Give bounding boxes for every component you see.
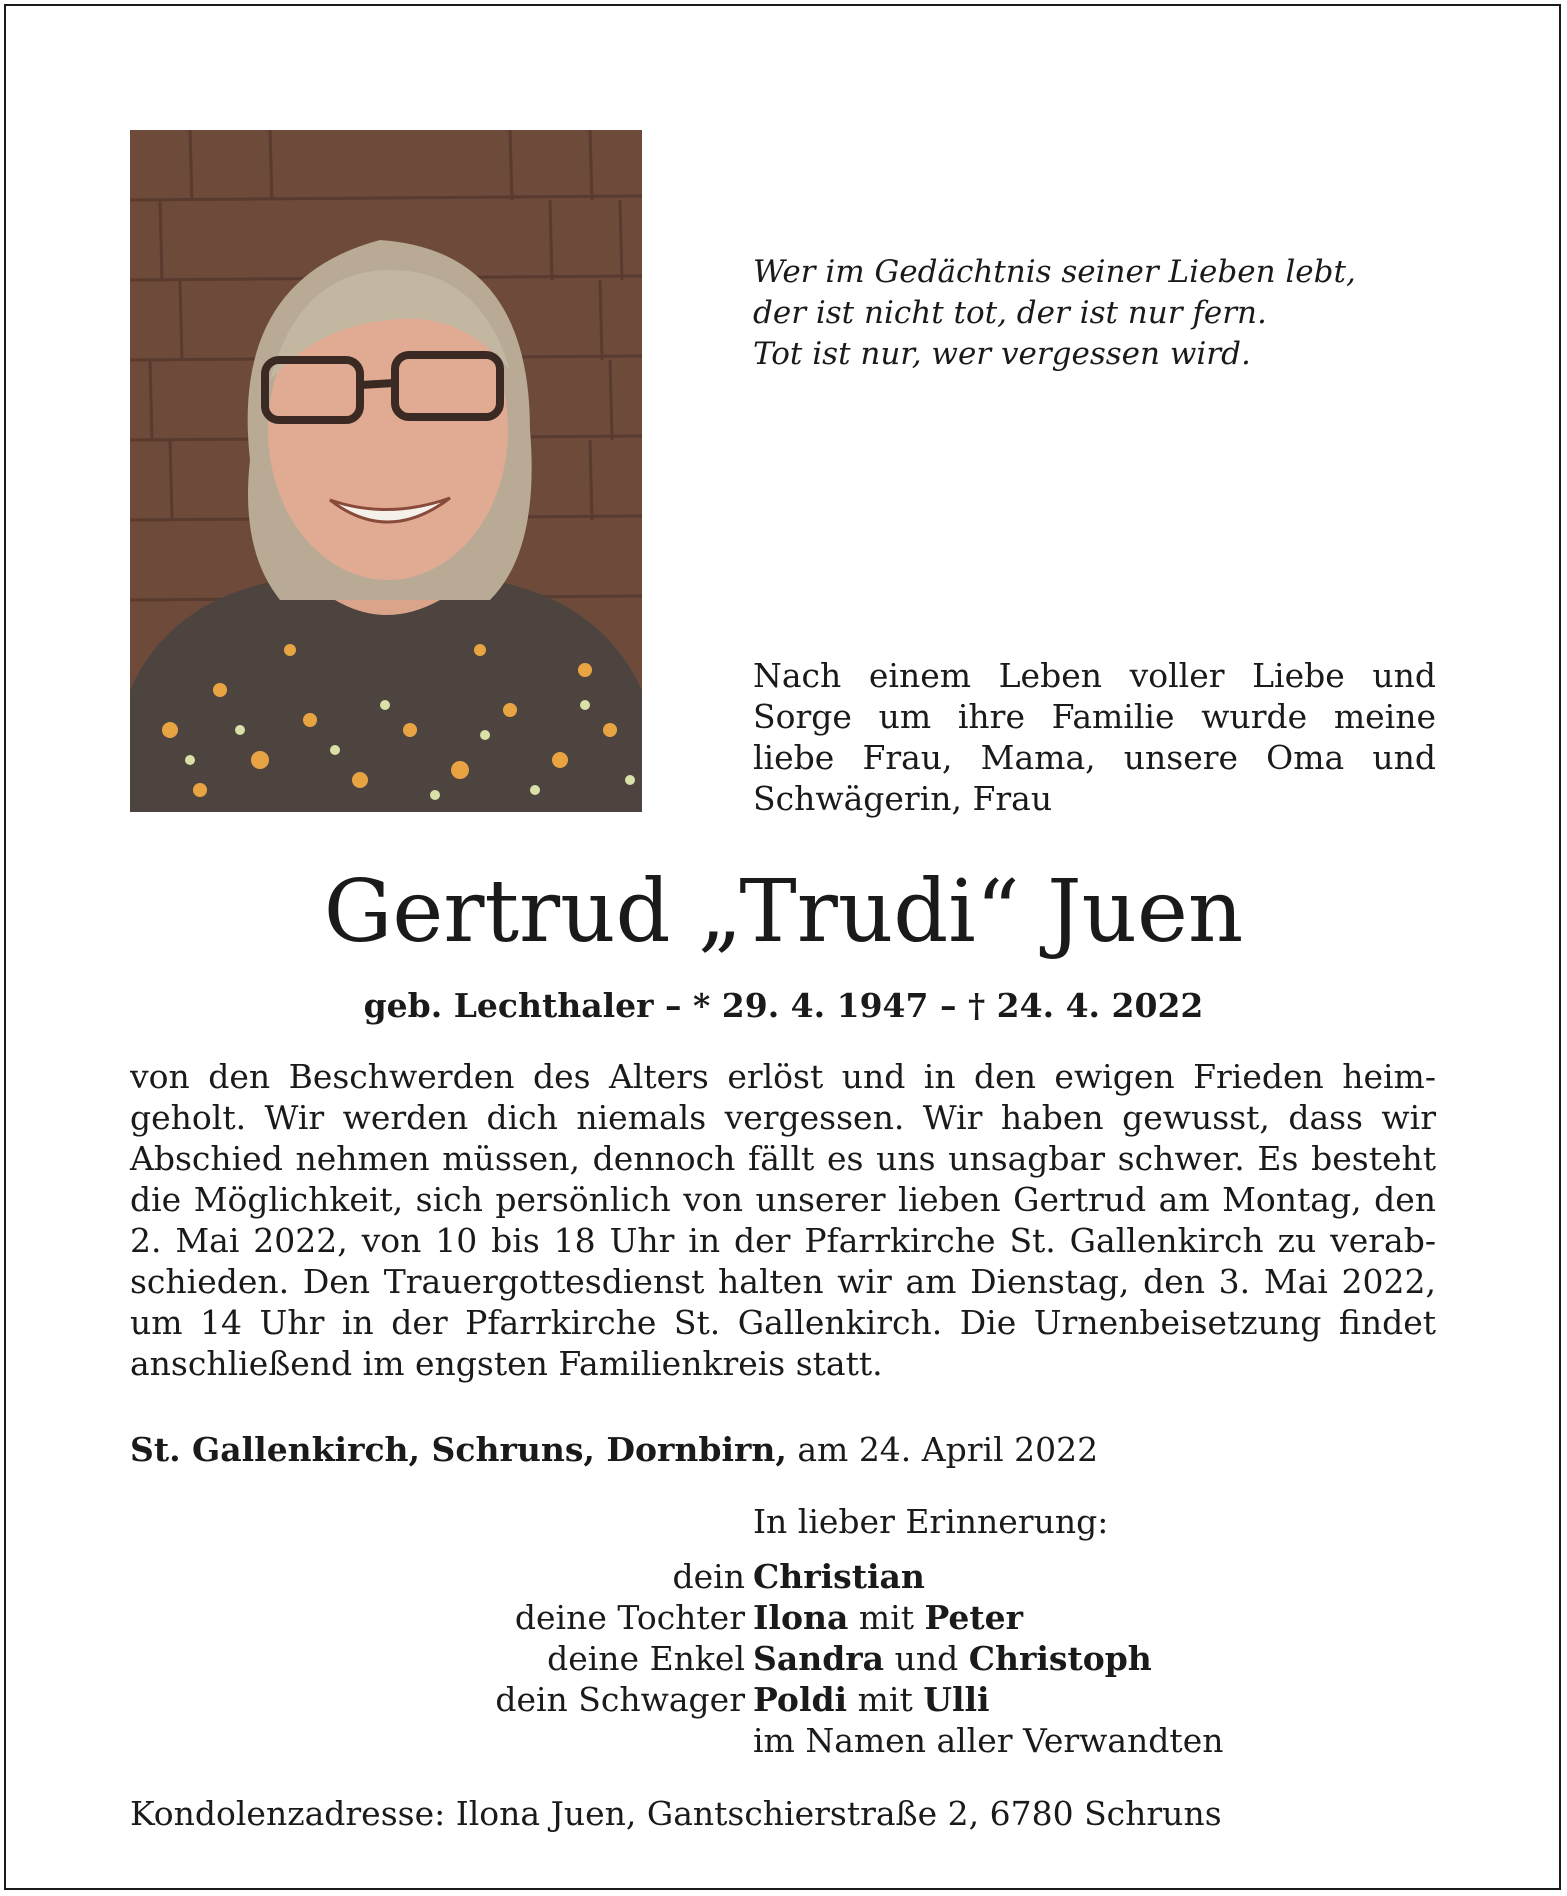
birth-death-dates: geb. Lechthaler – * 29. 4. 1947 – † 24. 4. 2022	[363, 986, 1204, 1025]
text-line: 2. Mai 2022, von 10 bis 18 Uhr in der Pfarrkirche St. Gallenkirch zu verab-	[130, 1221, 1436, 1260]
quote-line: Tot ist nur, wer vergessen wird.	[753, 336, 1251, 372]
mourner-row	[0, 1720, 1567, 1761]
mourner-name: Sandra	[753, 1639, 885, 1678]
mourner-relation: deine Enkel	[547, 1639, 745, 1678]
mourner-relation: dein	[672, 1557, 745, 1596]
mourner-closing: im Namen aller Verwandten	[753, 1721, 1224, 1760]
text-line: Abschied nehmen müssen, dennoch fällt es uns unsagbar schwer. Es besteht	[130, 1139, 1436, 1178]
deceased-name: Gertrud „Trudi“ Juen	[323, 862, 1244, 962]
mourner-connector: mit	[857, 1680, 913, 1719]
condolence-address: Kondolenzadresse: Ilona Juen, Gantschierstraße 2, 6780 Schruns	[130, 1794, 1222, 1833]
mourners-list	[0, 1556, 1567, 1761]
notice-date: am 24. April 2022	[797, 1430, 1099, 1469]
text-line: von den Beschwerden des Alters erlöst und in den ewigen Frieden heim-	[130, 1057, 1436, 1096]
mourner-name: Poldi	[753, 1680, 848, 1719]
mourner-relation: deine Tochter	[514, 1598, 745, 1637]
mourner-name: Christian	[753, 1557, 925, 1596]
mourner-row	[0, 1679, 1567, 1720]
announcement-text	[130, 1056, 1436, 1384]
epitaph-quote	[753, 252, 1373, 375]
portrait-photo	[130, 130, 642, 812]
mourner-name: Ulli	[923, 1680, 990, 1719]
memory-heading: In lieber Erinnerung:	[753, 1502, 1109, 1541]
quote-line: Wer im Gedächtnis seiner Lieben lebt,	[753, 254, 1356, 290]
mourner-name: Christoph	[968, 1639, 1152, 1678]
intro-paragraph: Nach einem Leben voller Liebe und Sorge um ihre Familie wurde meine liebe Frau, Mama, unsere Oma und Schwägerin, Frau	[753, 656, 1436, 818]
mourner-row	[0, 1638, 1567, 1679]
text-line: geholt. Wir werden dich niemals vergessen. Wir haben gewusst, dass wir	[130, 1098, 1436, 1137]
quote-line: der ist nicht tot, der ist nur fern.	[753, 295, 1267, 331]
locations: St. Gallenkirch, Schruns, Dornbirn,	[130, 1430, 787, 1469]
mourner-row	[0, 1556, 1567, 1597]
text-line: anschließend im engsten Familienkreis statt.	[130, 1344, 883, 1383]
mourner-name: Peter	[924, 1598, 1024, 1637]
mourner-relation: dein Schwager	[495, 1680, 745, 1719]
mourner-name: Ilona	[753, 1598, 849, 1637]
text-line: die Möglichkeit, sich persönlich von unserer lieben Gertrud am Montag, den	[130, 1180, 1436, 1219]
place-and-date	[130, 1430, 1098, 1470]
text-line: um 14 Uhr in der Pfarrkirche St. Gallenkirch. Die Urnenbeisetzung findet	[130, 1303, 1436, 1342]
mourner-connector: und	[894, 1639, 959, 1678]
mourner-connector: mit	[858, 1598, 914, 1637]
mourner-row	[0, 1597, 1567, 1638]
text-line: schieden. Den Trauergottesdienst halten wir am Dienstag, den 3. Mai 2022,	[130, 1262, 1436, 1301]
